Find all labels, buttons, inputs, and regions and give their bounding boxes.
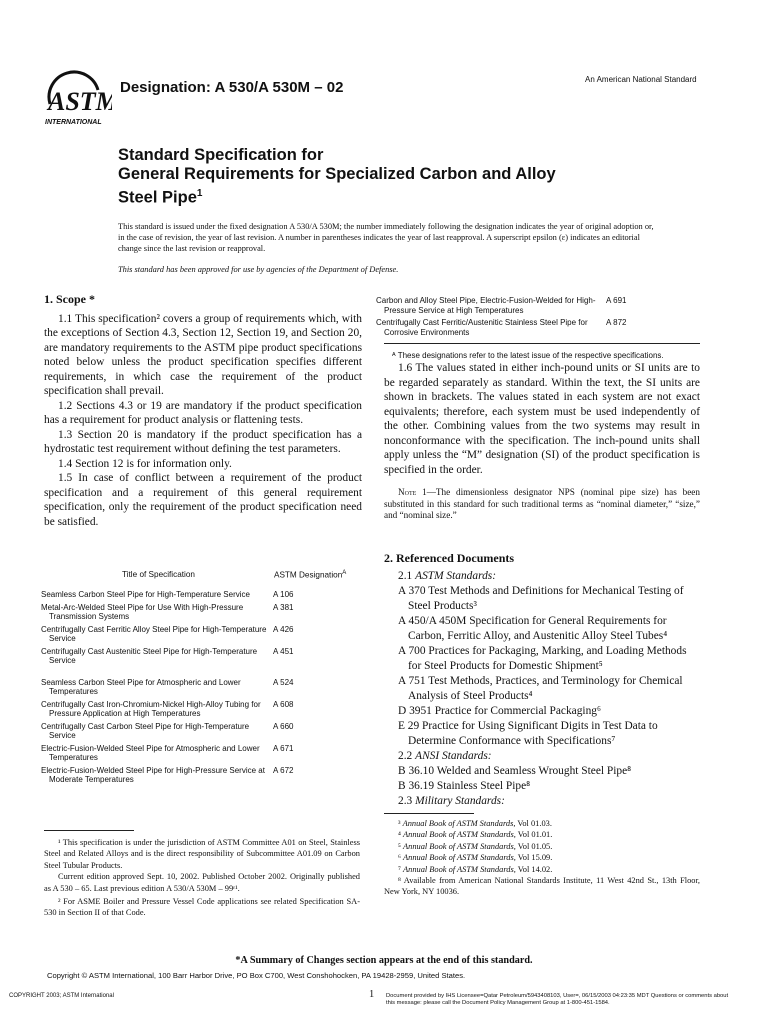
footnote-3 bbox=[384, 818, 700, 829]
title-footnote-mark: 1 bbox=[196, 188, 203, 199]
note-1 bbox=[384, 487, 700, 522]
spec-designation: A 426 bbox=[273, 624, 294, 634]
military-standards-title: Military Standards: bbox=[415, 794, 505, 807]
table-row bbox=[44, 700, 347, 722]
footnote-1: ¹ This specification is under the jurisdiction of ASTM Committee A01 on Steel, Stainless Steel and Related Alloys and is the direct responsibility of Subcommittee A01.09 on Carbon Steel Tubular Products. bbox=[44, 838, 360, 870]
col-designation-mark: A bbox=[342, 570, 347, 576]
military-standards-number: 2.3 bbox=[398, 794, 413, 807]
ref-item: B 36.10 Welded and Seamless Wrought Steel Pipe⁸ bbox=[398, 764, 632, 777]
footnote-4-mark: ⁴ bbox=[398, 830, 401, 840]
issuance-notice: This standard is issued under the fixed designation A 530/A 530M; the number immediately following the designation indicates the year of original adoption or, in the case of revision, the year of last revision. A number in parentheses indicates the year of last reapproval. A superscript epsilon (ε) indicates an editorial change since the last revision or reapproval. bbox=[118, 222, 654, 253]
footnote-6-mark: ⁶ bbox=[398, 853, 401, 863]
units-p6: 1.6 The values stated in either inch-pound units or SI units are to be regarded separately as standard. Within the text, the SI units are shown in brackets. The values stated in each system are not exact equivalents; therefore, each system must be used independently of the other. Combining values from the two systems may result in nonconformance with the specification. The inch-pound units shall apply unless the “M” designation (SI) of the product specification is specified in the order. bbox=[384, 362, 700, 476]
spec-table-left bbox=[41, 568, 362, 788]
table-row bbox=[44, 678, 347, 700]
title-line-2: General Requirements for Specialized Carbon and Alloy bbox=[118, 165, 556, 183]
spec-title: Centrifugally Cast Iron-Chromium-Nickel High-Alloy Tubing for Pressure Application at High Temperatures bbox=[41, 699, 261, 719]
national-standard-label: An American National Standard bbox=[585, 75, 697, 84]
footnote-1b: Current edition approved Sept. 10, 2002. Published October 2002. Originally published as A 530 – 65. Last previous edition A 530/A 530M – 99ᵋ¹. bbox=[44, 872, 360, 893]
logo-letters: ASTM bbox=[48, 87, 112, 116]
dod-approval: This standard has been approved for use by agencies of the Department of Defense. bbox=[118, 265, 399, 274]
footnotes-right bbox=[384, 818, 700, 898]
referenced-documents bbox=[384, 551, 700, 809]
copyright-2003: COPYRIGHT 2003; ASTM International bbox=[9, 993, 114, 999]
ansi-standards-number: 2.2 bbox=[398, 749, 413, 762]
footnote-7-mark: ⁷ bbox=[398, 864, 401, 874]
ref-item: D 3951 Practice for Commercial Packaging⁶ bbox=[398, 704, 601, 717]
footnote-3-mark: ³ bbox=[398, 819, 401, 828]
spec-table-continued bbox=[376, 296, 627, 340]
page-number: 1 bbox=[369, 989, 375, 1000]
spec-designation: A 691 bbox=[606, 296, 627, 305]
footnote-4-ref: Annual Book of ASTM Standards bbox=[403, 830, 514, 840]
footnote-rule-right bbox=[384, 813, 474, 814]
footnote-6-ref: Annual Book of ASTM Standards bbox=[403, 853, 514, 863]
spec-designation: A 451 bbox=[273, 646, 294, 656]
spec-title: Seamless Carbon Steel Pipe for Atmospheric and Lower Temperatures bbox=[41, 677, 241, 697]
spec-designation: A 672 bbox=[273, 765, 294, 775]
table-rule bbox=[384, 343, 700, 344]
ansi-standards-title: ANSI Standards: bbox=[415, 749, 492, 762]
scope-section bbox=[44, 292, 362, 529]
scope-p2: 1.2 Sections 4.3 or 19 are mandatory if the product specification has a requirement for product analysis or flattening tests. bbox=[44, 399, 362, 426]
designation: Designation: A 530/A 530M – 02 bbox=[120, 79, 344, 96]
logo-tagline: INTERNATIONAL bbox=[45, 119, 102, 126]
ref-item: B 36.19 Stainless Steel Pipe⁸ bbox=[398, 779, 531, 792]
note-label: Note 1 bbox=[398, 487, 427, 497]
military-standards-label bbox=[384, 794, 700, 809]
table-row bbox=[384, 296, 626, 318]
table-row bbox=[44, 590, 347, 603]
spec-designation: A 381 bbox=[273, 602, 294, 612]
col-designation-header bbox=[273, 568, 347, 590]
scope-p4: 1.4 Section 12 is for information only. bbox=[58, 457, 232, 470]
table-row bbox=[384, 318, 626, 340]
footnote-7-vol: , Vol 14.02. bbox=[513, 864, 553, 874]
spec-designation: A 671 bbox=[273, 743, 294, 753]
footnotes-left bbox=[44, 837, 360, 919]
ansi-standards-label bbox=[384, 749, 700, 764]
title-line-3 bbox=[118, 184, 556, 208]
table-row bbox=[44, 766, 347, 788]
footnote-4 bbox=[384, 829, 700, 840]
footnote-7-ref: Annual Book of ASTM Standards bbox=[403, 864, 514, 874]
astm-standards-number: 2.1 bbox=[398, 569, 413, 582]
footnote-5 bbox=[384, 841, 700, 852]
scope-p5: 1.5 In case of conflict between a requirement of the product specification and a requirement of this general requirement specification, only the requirement of the product specification need be satisfied. bbox=[44, 472, 362, 528]
scope-p3: 1.3 Section 20 is mandatory if the product specification has a hydrostatic test requirement without defining the test parameters. bbox=[44, 428, 362, 455]
scope-p1: 1.1 This specification² covers a group of requirements which, with the exceptions of Section 4.3, Section 12, Section 19, and Section 20, are mandatory requirements to the ASTM pipe product specifications noted below unless the product specification specifies different requirements, in which case the requirement of the product specification shall prevail. bbox=[44, 312, 362, 397]
astm-logo bbox=[44, 70, 112, 130]
title-line-1: Standard Specification for bbox=[118, 146, 324, 164]
title-line-3-text: Steel Pipe bbox=[118, 188, 197, 207]
table-row bbox=[44, 744, 347, 766]
spec-table-header bbox=[44, 568, 347, 590]
copyright-line: Copyright © ASTM International, 100 Barr Harbor Drive, PO Box C700, West Conshohocken, PA 19428-2959, United States. bbox=[47, 971, 466, 980]
footnote-2: ² For ASME Boiler and Pressure Vessel Code applications see related Specification SA-530 in Section II of that Code. bbox=[44, 897, 360, 918]
col-designation-text: ASTM Designation bbox=[274, 570, 343, 580]
spec-title: Centrifugally Cast Ferritic Alloy Steel Pipe for High-Temperature Service bbox=[41, 624, 267, 644]
footnote-5-vol: , Vol 01.05. bbox=[513, 841, 553, 851]
footnote-3-ref: Annual Book of ASTM Standards bbox=[402, 819, 514, 828]
spec-title: Seamless Carbon Steel Pipe for High-Temperature Service bbox=[41, 590, 250, 600]
spec-title: Centrifugally Cast Ferritic/Austenitic Stainless Steel Pipe for Corrosive Environments bbox=[376, 318, 588, 337]
footnote-rule-left bbox=[44, 830, 134, 831]
table-row bbox=[44, 625, 347, 647]
ref-item: A 751 Test Methods, Practices, and Terminology for Chemical Analysis of Steel Products⁴ bbox=[398, 674, 683, 702]
scope-heading: 1. Scope * bbox=[44, 292, 95, 306]
spec-title: Carbon and Alloy Steel Pipe, Electric-Fusion-Welded for High-Pressure Service at High Temperatures bbox=[376, 296, 596, 315]
ref-item: E 29 Practice for Using Significant Digits in Test Data to Determine Conformance with Specifications⁷ bbox=[398, 719, 658, 747]
spec-designation: A 872 bbox=[606, 318, 627, 327]
ref-item: A 450/A 450M Specification for General Requirements for Carbon, Ferritic Alloy, and Austenitic Alloy Steel Tubes⁴ bbox=[398, 614, 668, 642]
spec-title: Electric-Fusion-Welded Steel Pipe for High-Pressure Service at Moderate Temperatures bbox=[41, 765, 265, 785]
astm-standards-label bbox=[384, 569, 700, 584]
spec-title: Centrifugally Cast Carbon Steel Pipe for High-Temperature Service bbox=[41, 721, 250, 741]
spec-designation: A 106 bbox=[273, 590, 294, 600]
table-row bbox=[44, 647, 347, 678]
spec-table-right bbox=[376, 296, 700, 360]
footnote-3-vol: , Vol 01.03. bbox=[513, 819, 552, 828]
spec-designation: A 660 bbox=[273, 721, 294, 731]
spec-title: Electric-Fusion-Welded Steel Pipe for Atmospheric and Lower Temperatures bbox=[41, 743, 260, 763]
table-row bbox=[44, 603, 347, 625]
spec-title: Metal-Arc-Welded Steel Pipe for Use With High-Pressure Transmission Systems bbox=[41, 602, 244, 622]
note-text: —The dimensionless designator NPS (nominal pipe size) has been substituted in this standard for such traditional terms as “nominal diameter,” “size,” and “nominal size.” bbox=[384, 487, 700, 520]
footnote-5-mark: ⁵ bbox=[398, 841, 401, 851]
footnote-8: ⁸ Available from American National Standards Institute, 11 West 42nd St., 13th Floor, New York, NY 10036. bbox=[384, 876, 700, 897]
footnote-4-vol: , Vol 01.01. bbox=[513, 830, 553, 840]
spec-designation: A 608 bbox=[273, 699, 294, 709]
footnote-5-ref: Annual Book of ASTM Standards bbox=[403, 841, 514, 851]
spec-title: Centrifugally Cast Austenitic Steel Pipe for High-Temperature Service bbox=[41, 646, 258, 666]
footnote-7 bbox=[384, 864, 700, 875]
ref-item: A 370 Test Methods and Definitions for Mechanical Testing of Steel Products³ bbox=[398, 584, 684, 612]
ref-item: A 700 Practices for Packaging, Marking, and Loading Methods for Steel Products for Domestic Shipment⁵ bbox=[398, 644, 687, 672]
document-provided-by: Document provided by IHS Licensee=Qatar Petroleum/5943408103, User=, 06/15/2003 04:23:35 MDT Questions or comments about this message: please call the Document Policy Management Group at 1-800-451-1584. bbox=[386, 993, 729, 1006]
units-section bbox=[384, 361, 700, 522]
col-title-header: Title of Specification bbox=[122, 569, 195, 579]
footnote-6 bbox=[384, 852, 700, 863]
astm-standards-title: ASTM Standards: bbox=[415, 569, 497, 582]
refs-heading: 2. Referenced Documents bbox=[384, 551, 515, 565]
summary-of-changes-note: *A Summary of Changes section appears at the end of this standard. bbox=[235, 955, 533, 966]
table-row bbox=[44, 722, 347, 744]
spec-designation: A 524 bbox=[273, 677, 294, 687]
table-footnote: ᴬ These designations refer to the latest issue of the respective specifications. bbox=[392, 351, 664, 360]
footnote-6-vol: , Vol 15.09. bbox=[513, 853, 553, 863]
spec-table bbox=[41, 568, 347, 788]
page-title bbox=[118, 146, 556, 208]
